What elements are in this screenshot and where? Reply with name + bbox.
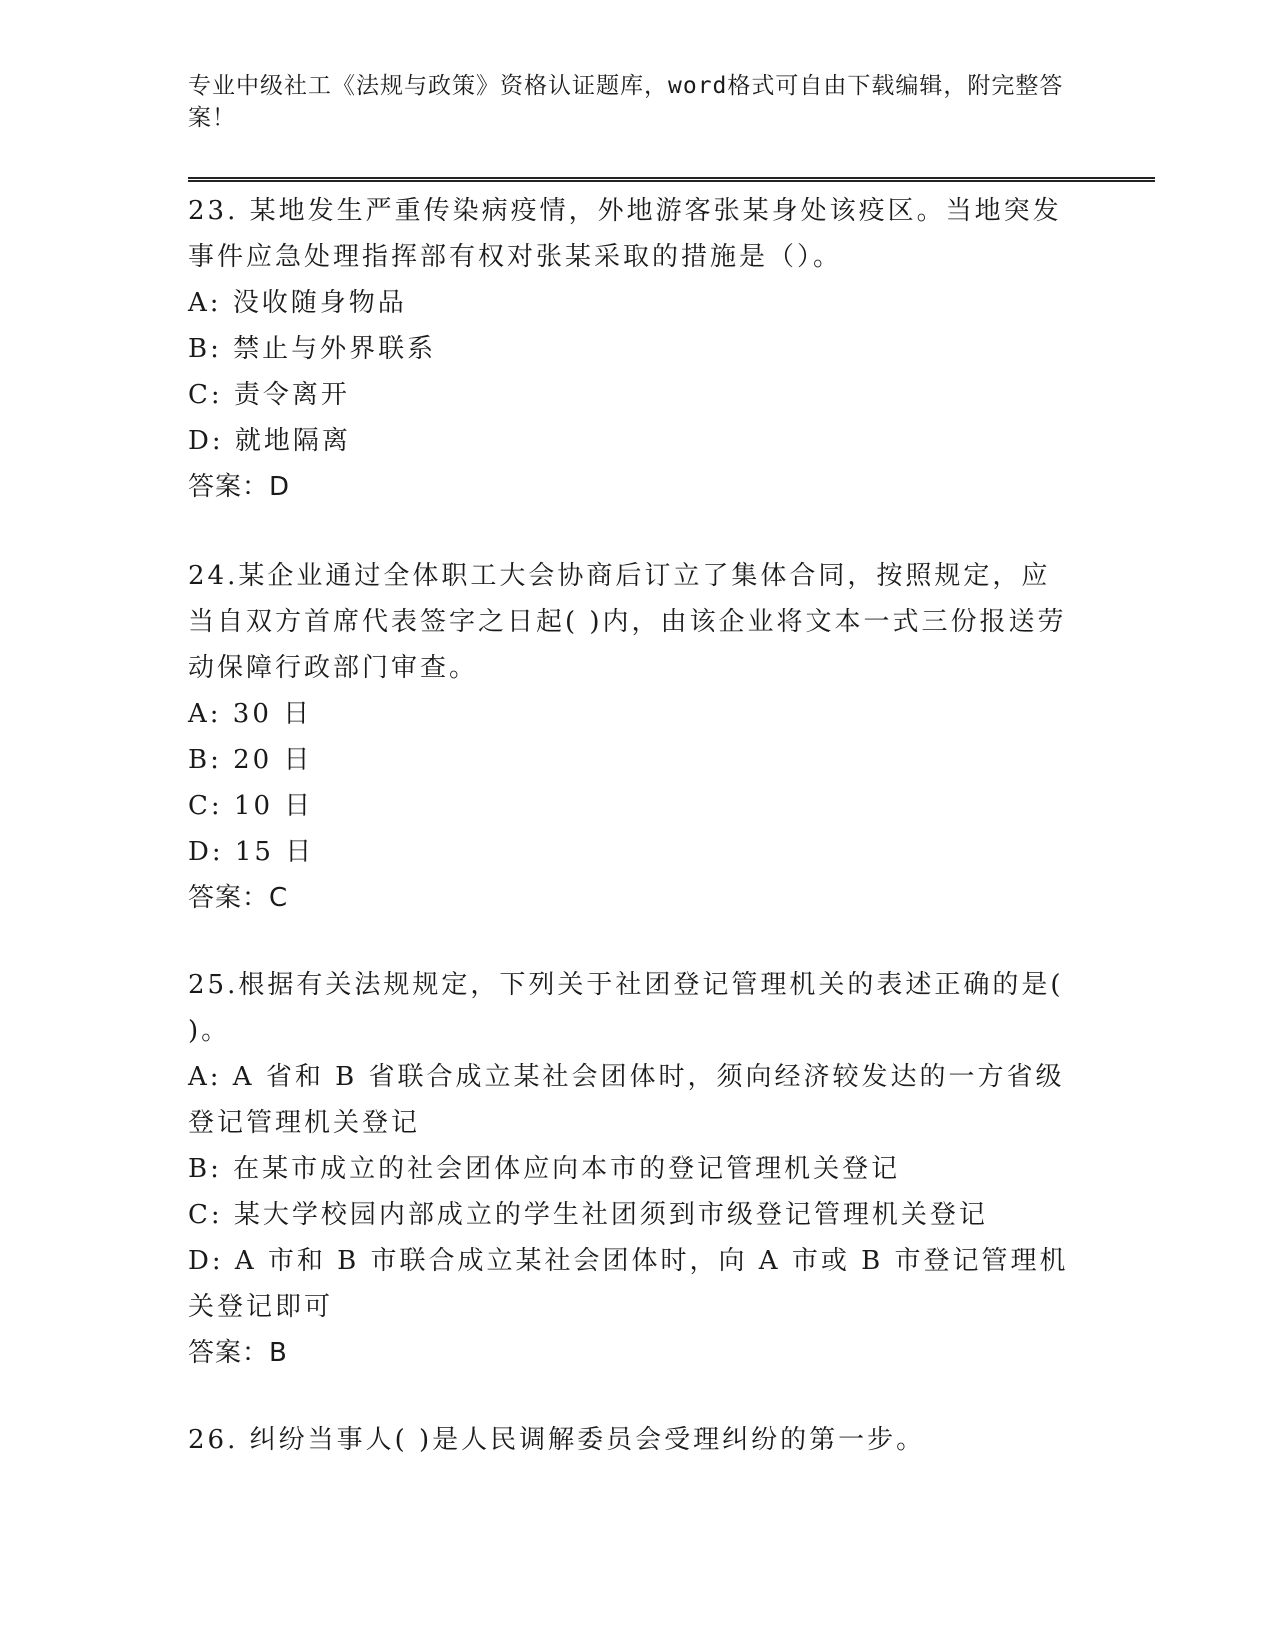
- question-stem: 23. 某地发生严重传染病疫情，外地游客张某身处该疫区。当地突发事件应急处理指挥部有权对张某采取的措施是（）。: [188, 196, 1062, 272]
- option-c: C: 责令离开: [188, 380, 350, 410]
- option-c: C: 某大学校园内部成立的学生社团须到市级登记管理机关登记: [188, 1200, 988, 1230]
- option-d: D: 15 日: [188, 837, 315, 867]
- question-stem: 26. 纠纷当事人( )是人民调解委员会受理纠纷的第一步。: [188, 1425, 926, 1455]
- option-b: B: 禁止与外界联系: [188, 334, 437, 364]
- question-26: [188, 1417, 1078, 1463]
- option-d: D: 就地隔离: [188, 426, 351, 456]
- question-stem: 25.根据有关法规规定，下列关于社团登记管理机关的表述正确的是( )。: [188, 970, 1064, 1046]
- option-a: A: A 省和 B 省联合成立某社会团体时，须向经济较发达的一方省级登记管理机关登记: [188, 1062, 1065, 1138]
- answer: 答案：B: [188, 1338, 288, 1368]
- question-25: [188, 962, 1078, 1376]
- question-23: [188, 188, 1078, 510]
- header-note: 专业中级社工《法规与政策》资格认证题库，word格式可自由下载编辑，附完整答案！: [188, 73, 1064, 131]
- answer: 答案：D: [188, 472, 291, 502]
- answer: 答案：C: [188, 883, 289, 913]
- question-24: [188, 553, 1078, 921]
- question-stem: 24.某企业通过全体职工大会协商后订立了集体合同，按照规定，应当自双方首席代表签字之日起( )内，由该企业将文本一式三份报送劳动保障行政部门审查。: [188, 561, 1067, 683]
- option-b: B: 20 日: [188, 745, 313, 775]
- option-d: D: A 市和 B 市联合成立某社会团体时，向 A 市或 B 市登记管理机关登记即可: [188, 1246, 1069, 1322]
- option-c: C: 10 日: [188, 791, 314, 821]
- option-a: A: 没收随身物品: [188, 288, 407, 318]
- header-divider: [188, 177, 1155, 182]
- option-b: B: 在某市成立的社会团体应向本市的登记管理机关登记: [188, 1154, 901, 1184]
- option-a: A: 30 日: [188, 699, 313, 729]
